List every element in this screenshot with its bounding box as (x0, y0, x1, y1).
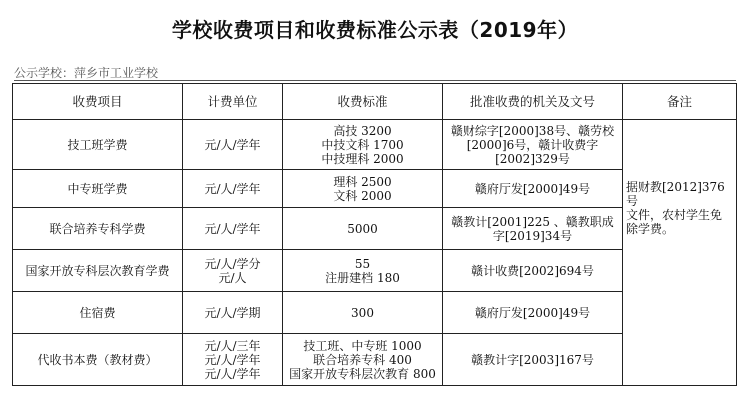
header-standard: 收费标准 (283, 84, 443, 120)
standard-cell: 55 注册建档 180 (283, 250, 443, 292)
school-name: 公示学校：萍乡市工业学校 (14, 66, 159, 80)
approval-cell: 赣财综字[2000]38号、赣劳校 [2000]6号，赣计收费字 [2002]329号 (443, 120, 623, 170)
item-cell: 中专班学费 (13, 170, 183, 208)
header-remark: 备注 (623, 84, 737, 120)
standard-cell: 5000 (283, 208, 443, 250)
unit-cell: 元/人/学期 (183, 292, 283, 334)
approval-cell: 赣教计字[2003]167号 (443, 334, 623, 386)
item-cell: 国家开放专科层次教育学费 (13, 250, 183, 292)
standard-cell: 高技 3200 中技文科 1700 中技理科 2000 (283, 120, 443, 170)
approval-cell: 赣教计[2001]225 、赣教职成 字[2019]34号 (443, 208, 623, 250)
approval-cell: 赣府厅发[2000]49号 (443, 170, 623, 208)
fee-table (12, 83, 737, 386)
unit-cell: 元/人/学年 (183, 120, 283, 170)
standard-cell: 理科 2500 文科 2000 (283, 170, 443, 208)
header-unit: 计费单位 (183, 84, 283, 120)
approval-cell: 赣计收费[2002]694号 (443, 250, 623, 292)
header-approval: 批准收费的机关及文号 (443, 84, 623, 120)
header-row (13, 84, 737, 120)
unit-cell: 元/人/学年 (183, 170, 283, 208)
approval-cell: 赣府厅发[2000]49号 (443, 292, 623, 334)
header-item: 收费项目 (13, 84, 183, 120)
item-cell: 住宿费 (13, 292, 183, 334)
table-row (13, 120, 737, 170)
unit-cell: 元/人/三年 元/人/学年 元/人/学年 (183, 334, 283, 386)
item-cell: 技工班学费 (13, 120, 183, 170)
unit-cell: 元/人/学分 元/人 (183, 250, 283, 292)
item-cell: 联合培养专科学费 (13, 208, 183, 250)
unit-cell: 元/人/学年 (183, 208, 283, 250)
item-cell: 代收书本费（教材费） (13, 334, 183, 386)
standard-cell: 技工班、中专班 1000 联合培养专科 400 国家开放专科层次教育 800 (283, 334, 443, 386)
divider (14, 80, 736, 81)
standard-cell: 300 (283, 292, 443, 334)
page-title: 学校收费项目和收费标准公示表（2019年） (171, 18, 579, 42)
remark-cell: 据财教[2012]376号 文件，农村学生免 除学费。 (623, 120, 737, 386)
